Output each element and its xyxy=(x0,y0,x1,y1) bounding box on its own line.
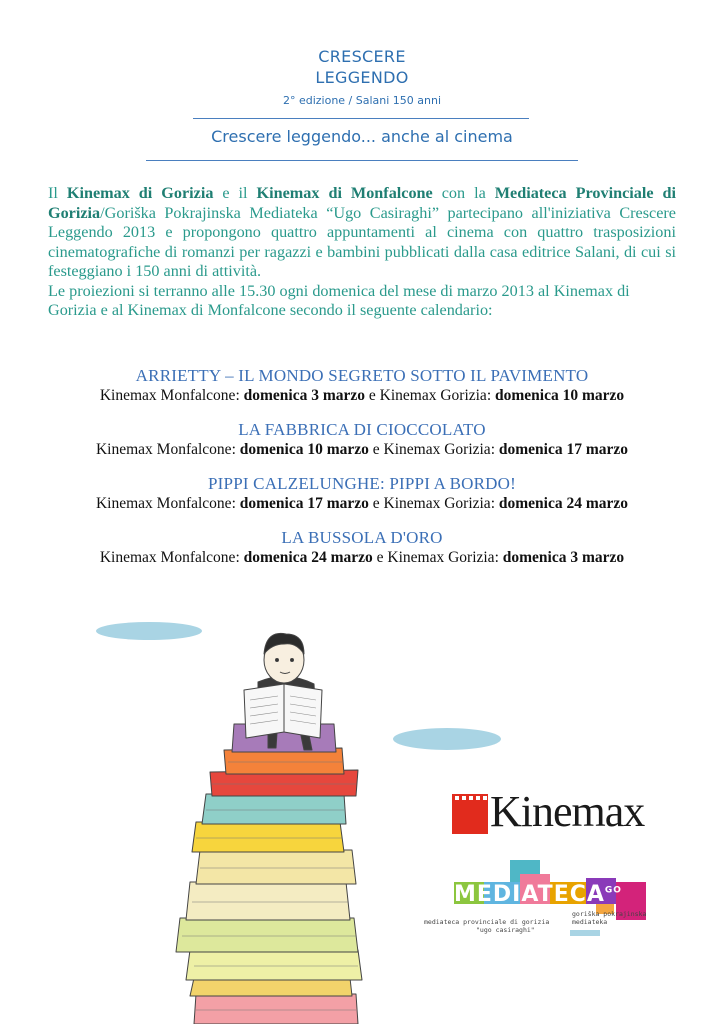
intro-text-run: Il xyxy=(48,184,67,202)
date-monfalcone: domenica 10 marzo xyxy=(239,441,369,458)
film-schedule xyxy=(0,366,724,582)
poster-header xyxy=(0,46,724,107)
intro-highlight-kinemax-gorizia: Kinemax di Gorizia xyxy=(66,184,214,202)
date-gorizia: domenica 17 marzo xyxy=(498,441,629,458)
date-gorizia: domenica 24 marzo xyxy=(498,495,629,512)
mediateca-caption-1: mediateca provinciale di gorizia xyxy=(424,918,550,926)
divider-bottom xyxy=(146,160,578,161)
intro-highlight-mediateca: Mediateca Provinciale di Gorizia xyxy=(48,184,677,222)
film-item xyxy=(0,366,724,405)
date-monfalcone: domenica 17 marzo xyxy=(239,495,369,512)
mediateca-wordmark xyxy=(454,882,622,907)
venue-label: e Kinemax Gorizia: xyxy=(368,441,499,458)
venue-label: e Kinemax Gorizia: xyxy=(365,387,495,404)
film-item xyxy=(0,474,724,513)
film-title: PIPPI CALZELUNGHE: PIPPI A BORDO! xyxy=(208,474,516,493)
intro-text xyxy=(48,184,676,321)
date-monfalcone: domenica 24 marzo xyxy=(243,549,373,566)
mediateca-go: GO xyxy=(604,885,622,896)
mediateca-caption-slo-2: mediateka xyxy=(572,918,608,926)
intro-text-run: e il xyxy=(213,184,257,202)
film-title: ARRIETTY – IL MONDO SEGRETO SOTTO IL PAVIMENTO xyxy=(135,366,589,385)
date-gorizia: domenica 10 marzo xyxy=(495,387,625,404)
film-strip-icon xyxy=(452,794,488,834)
mediateca-logo xyxy=(420,860,660,950)
venue-label: e Kinemax Gorizia: xyxy=(372,549,503,566)
venue-label: e Kinemax Gorizia: xyxy=(368,495,499,512)
divider-top xyxy=(193,118,529,119)
event-tagline: Crescere leggendo... anche al cinema xyxy=(211,127,513,146)
date-monfalcone: domenica 3 marzo xyxy=(243,387,366,404)
intro-text-run: /Goriška Pokrajinska Mediateka “Ugo Casiraghi” partecipano all'iniziativa Crescere Leggendo 2013 e propongono quattro appuntamenti al cinema con quattro trasposizioni cinematografiche di romanzi per ragazzi e bambini pubblicati dalla casa editrice Salani, di cui si festeggiano i 150 anni di attività. xyxy=(48,203,676,280)
intro-highlight-kinemax-monfalcone: Kinemax di Monfalcone xyxy=(256,184,433,202)
kinemax-logo xyxy=(452,787,652,840)
mediateca-word: MEDIATECA xyxy=(454,882,605,907)
intro-text-run: con la xyxy=(432,184,495,202)
event-title-line2: LEGGENDO xyxy=(315,68,409,87)
kinemax-wordmark: Kinemax xyxy=(490,787,645,836)
mediateca-caption-slo-1: goriška pokrajinska xyxy=(572,910,647,918)
mediateca-caption-2: "ugo casiraghi" xyxy=(476,926,535,934)
date-gorizia: domenica 3 marzo xyxy=(502,549,625,566)
film-item xyxy=(0,420,724,459)
venue-label: Kinemax Monfalcone: xyxy=(95,441,240,458)
venue-label: Kinemax Monfalcone: xyxy=(99,387,244,404)
film-dates xyxy=(0,386,724,405)
event-subtitle: 2° edizione / Salani 150 anni xyxy=(282,94,442,107)
film-item xyxy=(0,528,724,567)
film-dates xyxy=(0,548,724,567)
venue-label: Kinemax Monfalcone: xyxy=(95,495,240,512)
film-dates xyxy=(0,440,724,459)
intro-paragraph-1 xyxy=(48,184,676,282)
event-title-line1: CRESCERE xyxy=(318,47,406,66)
venue-label: Kinemax Monfalcone: xyxy=(99,549,244,566)
film-title: LA FABBRICA DI CIOCCOLATO xyxy=(238,420,486,439)
film-dates xyxy=(0,494,724,513)
film-title: LA BUSSOLA D'ORO xyxy=(281,528,443,547)
intro-paragraph-2: Le proiezioni si terranno alle 15.30 ogni domenica del mese di marzo 2013 al Kinemax di Gorizia e al Kinemax di Monfalcone secondo il seguente calendario: xyxy=(48,281,630,319)
